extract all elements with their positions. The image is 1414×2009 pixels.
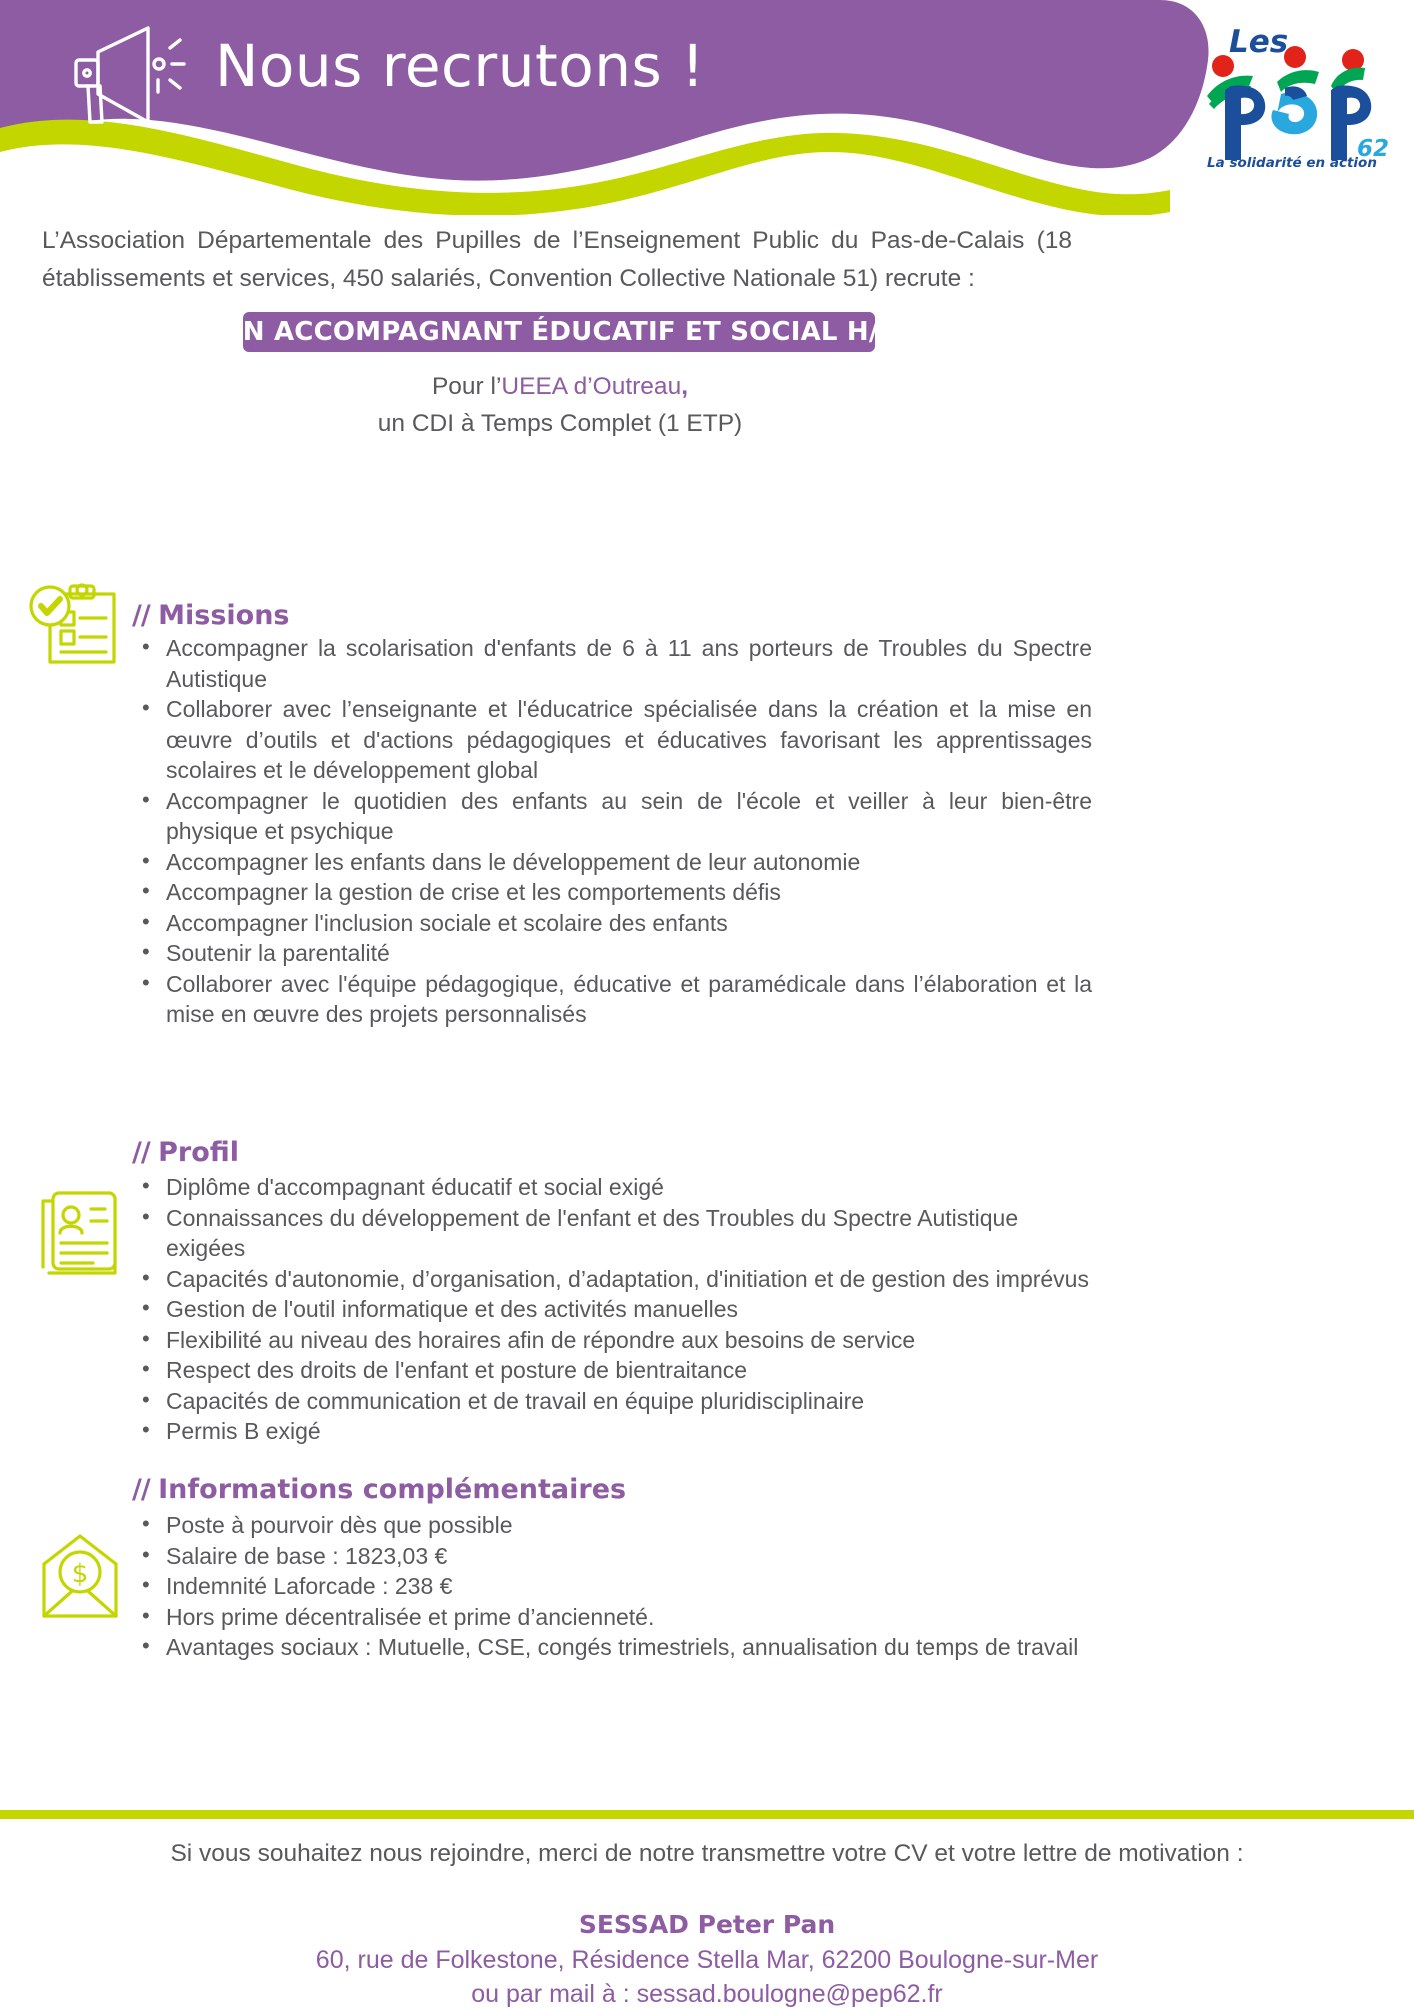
section-slashes-missions: // xyxy=(132,600,159,631)
footer-divider xyxy=(0,1810,1414,1819)
list-item: • Accompagner l'inclusion sociale et scolaire des enfants xyxy=(132,908,1092,939)
profil-list xyxy=(132,1172,1092,1447)
infos-list xyxy=(132,1510,1092,1663)
list-item: • Accompagner les enfants dans le développement de leur autonomie xyxy=(132,847,1092,878)
missions-list xyxy=(132,633,1092,1030)
list-item: • Accompagner la scolarisation d'enfants de 6 à 11 ans porteurs de Troubles du Spectre Autistique xyxy=(132,633,1092,694)
section-title-profil: Profil xyxy=(158,1137,240,1168)
list-item: • Respect des droits de l'enfant et posture de bientraitance xyxy=(132,1355,1092,1386)
logo-tagline: La solidarité en action xyxy=(1207,155,1377,169)
section-heading-profil xyxy=(132,1137,239,1168)
list-item: • Salaire de base : 1823,03 € xyxy=(132,1541,1092,1572)
id-card-icon xyxy=(33,1185,125,1277)
megaphone-icon xyxy=(62,22,192,132)
job-contract-line: un CDI à Temps Complet (1 ETP) xyxy=(377,410,743,437)
list-item: • Gestion de l'outil informatique et des activités manuelles xyxy=(132,1294,1092,1325)
list-item: • Collaborer avec l’enseignante et l'éducatrice spécialisée dans la création et la mise en œuvre d’outils et d'actions pédagogiques et éducatives favorisant les apprentissages scolaires et le développement global xyxy=(132,694,1092,786)
list-item: • Permis B exigé xyxy=(132,1416,1092,1447)
section-slashes-profil: // xyxy=(132,1137,159,1168)
pep62-logo xyxy=(1185,14,1400,169)
list-item: • Capacités d'autonomie, d’organisation, d’adaptation, d'initiation et de gestion des imprévus xyxy=(132,1264,1092,1295)
job-location-highlight: UEEA d’Outreau, xyxy=(501,373,689,400)
job-location-prefix: Pour l’ xyxy=(431,373,502,400)
clipboard-check-icon xyxy=(28,578,128,668)
intro-paragraph: L’Association Départementale des Pupilles de l’Enseignement Public du Pas-de-Calais (18 établissements et services, 450 salariés, Convention Collective Nationale 51) recrute : xyxy=(42,227,1072,292)
section-heading-infos xyxy=(132,1474,626,1505)
footer-organization: SESSAD Peter Pan xyxy=(578,1910,836,1939)
list-item: • Flexibilité au niveau des horaires afin de répondre aux besoins de service xyxy=(132,1325,1092,1356)
footer-address: 60, rue de Folkestone, Résidence Stella Mar, 62200 Boulogne-sur-Mer xyxy=(315,1946,1099,1974)
list-item: • Accompagner la gestion de crise et les comportements défis xyxy=(132,877,1092,908)
money-envelope-icon xyxy=(28,1530,128,1622)
list-item: • Collaborer avec l'équipe pédagogique, éducative et paramédicale dans l’élaboration et la mise en œuvre des projets personnalisés xyxy=(132,969,1092,1030)
section-heading-missions xyxy=(132,600,290,631)
section-slashes-infos: // xyxy=(132,1474,159,1505)
page-header xyxy=(0,0,1414,210)
list-item: • Connaissances du développement de l'enfant et des Troubles du Spectre Autistique exigées xyxy=(132,1203,1092,1264)
footer-call-to-action: Si vous souhaitez nous rejoindre, merci de notre transmettre votre CV et votre lettre de motivation : xyxy=(170,1840,1244,1867)
list-item: • Poste à pourvoir dès que possible xyxy=(132,1510,1092,1541)
logo-les-text: Les xyxy=(1229,24,1289,60)
list-item: • Capacités de communication et de travail en équipe pluridisciplinaire xyxy=(132,1386,1092,1417)
footer-email[interactable]: ou par mail à : sessad.boulogne@pep62.fr xyxy=(471,1980,943,2008)
section-title-infos: Informations complémentaires xyxy=(158,1474,627,1505)
list-item: • Hors prime décentralisée et prime d’ancienneté. xyxy=(132,1602,1092,1633)
list-item: • Diplôme d'accompagnant éducatif et social exigé xyxy=(132,1172,1092,1203)
list-item: • Indemnité Laforcade : 238 € xyxy=(132,1571,1092,1602)
job-location-line xyxy=(0,373,1120,401)
list-item: • Accompagner le quotidien des enfants au sein de l'école et veiller à leur bien-être physique et psychique xyxy=(132,786,1092,847)
job-title-badge: UN ACCOMPAGNANT ÉDUCATIF ET SOCIAL H/F xyxy=(243,312,875,352)
section-title-missions: Missions xyxy=(158,600,290,631)
logo-number: 62 xyxy=(1357,136,1390,162)
list-item: • Soutenir la parentalité xyxy=(132,938,1092,969)
svg-text:$: $ xyxy=(71,1559,89,1589)
list-item: • Avantages sociaux : Mutuelle, CSE, congés trimestriels, annualisation du temps de travail xyxy=(132,1632,1092,1663)
page-title: Nous recrutons ! xyxy=(215,32,705,100)
